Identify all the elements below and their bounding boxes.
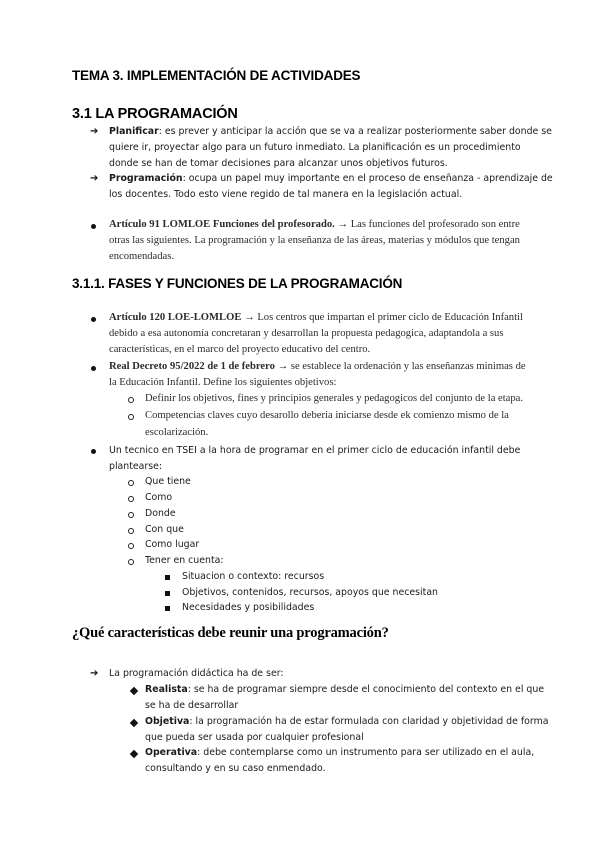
tecnico-item: Como (145, 492, 173, 503)
section-heading-3-1: 3.1 LA PROGRAMACIÓN (72, 106, 238, 122)
planificar-line-1: : es prever y anticipar la acción que se va a realizar posteriormente saber donde se (158, 126, 552, 137)
programacion-term: Programación (109, 173, 183, 184)
bullet-ring-icon (128, 480, 134, 486)
articulo91-term: Artículo 91 LOMLOE Funciones del profesorado. (109, 219, 335, 230)
bullet-ring-icon (128, 559, 134, 565)
tecnico-subitem: Situacion o contexto: recursos (182, 571, 325, 582)
bullet-ring-icon (128, 496, 134, 502)
objetiva-paragraph (145, 714, 549, 730)
diamond-bullet-icon (130, 750, 138, 758)
bullet-ring-icon (128, 397, 134, 403)
bullet-ring-icon (128, 414, 134, 420)
realdecreto-paragraph (109, 359, 526, 375)
planificar-line-3: donde se han de tomar decisiones para alcanzar unos objetivos futuros. (109, 158, 448, 169)
realdecreto-sub-1: Definir los objetivos, fines y principios generales y pedagogicos del conjunto de la etapa. (145, 393, 524, 404)
objetiva-line-1: : la programación ha de estar formulada con claridad y objetividad de forma (189, 716, 549, 727)
articulo120-term: Artículo 120 LOE-LOMLOE (109, 312, 242, 323)
arrow-bullet-icon: ➔ (90, 668, 99, 679)
programacion-line-2: los docentes. Todo esto viene regido de tal manera en la legislación actual. (109, 189, 463, 200)
bullet-dot-icon (91, 224, 96, 229)
section-heading-3-1-1: 3.1.1. FASES Y FUNCIONES DE LA PROGRAMACIÓN (72, 276, 403, 291)
bullet-square-icon (165, 606, 170, 611)
tecnico-item: Donde (145, 508, 176, 519)
tecnico-item: Como lugar (145, 539, 200, 550)
realista-line-1: : se ha de programar siempre desde el conocimiento del contexto en el que (187, 684, 545, 695)
bullet-dot-icon (91, 317, 96, 322)
operativa-line-1: : debe contemplarse como un instrumento para ser utilizado en el aula, (197, 747, 535, 758)
programacion-line-1: : ocupa un papel muy importante en el proceso de enseñanza - aprendizaje de (182, 173, 553, 184)
realdecreto-term: Real Decreto 95/2022 de 1 de febrero (109, 361, 275, 372)
realdecreto-line-2: la Educación Infantil. Define los siguientes objetivos: (109, 377, 337, 388)
tecnico-item: Con que (145, 524, 184, 535)
objetiva-line-2: que pueda ser usada por cualquier profesional (145, 732, 364, 743)
document-title: TEMA 3. IMPLEMENTACIÓN DE ACTIVIDADES (72, 68, 361, 83)
tecnico-line-2: plantearse: (109, 461, 163, 472)
diamond-bullet-icon (130, 687, 138, 695)
planificar-paragraph (109, 124, 552, 140)
tecnico-item: Tener en cuenta: (145, 555, 224, 566)
bullet-square-icon (165, 591, 170, 596)
articulo91-line-2: otras las siguientes. La programación y la enseñanza de las áreas, materias y módulos que tengan (109, 235, 520, 246)
realdecreto-sub-2b: escolarización. (145, 427, 209, 438)
bullet-ring-icon (128, 528, 134, 534)
realista-term: Realista (145, 684, 188, 695)
arrow-bullet-icon: ➔ (90, 173, 99, 184)
bullet-dot-icon (91, 449, 96, 454)
planificar-term: Planificar (109, 126, 159, 137)
articulo91-line-3: encomendadas. (109, 251, 175, 262)
tecnico-line-1: Un tecnico en TSEI a la hora de programar en el primer ciclo de educación infantil debe (109, 445, 521, 456)
tecnico-subitem: Necesidades y posibilidades (182, 602, 315, 613)
programacion-paragraph (109, 171, 553, 187)
bullet-square-icon (165, 575, 170, 580)
diamond-bullet-icon (130, 719, 138, 727)
question-intro: La programación didáctica ha de ser: (109, 668, 284, 679)
operativa-line-2: consultando y en su caso enmendado. (145, 763, 326, 774)
objetiva-term: Objetiva (145, 716, 190, 727)
planificar-line-2: quiere ir, proyectar algo para un futuro inmediato. La planificación es un procedimiento (109, 142, 521, 153)
articulo91-line-1: → Las funciones del profesorado son entre (334, 219, 520, 230)
articulo120-paragraph (109, 310, 523, 326)
articulo120-line-3: características, en el marco del proyecto educativo del centro. (109, 344, 371, 355)
realista-paragraph (145, 682, 544, 698)
tecnico-item: Que tiene (145, 476, 191, 487)
bullet-ring-icon (128, 543, 134, 549)
bullet-ring-icon (128, 512, 134, 518)
articulo120-line-1: → Los centros que impartan el primer ciclo de Educación Infantil (241, 312, 523, 323)
articulo91-paragraph (109, 217, 520, 233)
realista-line-2: se ha de desarrollar (145, 700, 239, 711)
section-heading-question: ¿Qué características debe reunir una programación? (72, 625, 389, 641)
realdecreto-line-1: → se establece la ordenación y las enseñanzas minimas de (274, 361, 526, 372)
operativa-term: Operativa (145, 747, 198, 758)
arrow-bullet-icon: ➔ (90, 126, 99, 137)
tecnico-subitem: Objetivos, contenidos, recursos, apoyos que necesitan (182, 587, 438, 598)
articulo120-line-2: debido a esa autonomía concretaran y desarrollan la propuesta pedagogica, adaptandola a sus (109, 328, 504, 339)
bullet-dot-icon (91, 366, 96, 371)
realdecreto-sub-2a: Competencias claves cuyo desarollo deberia iniciarse desde ek comienzo mismo de la (145, 410, 509, 421)
operativa-paragraph (145, 745, 534, 761)
